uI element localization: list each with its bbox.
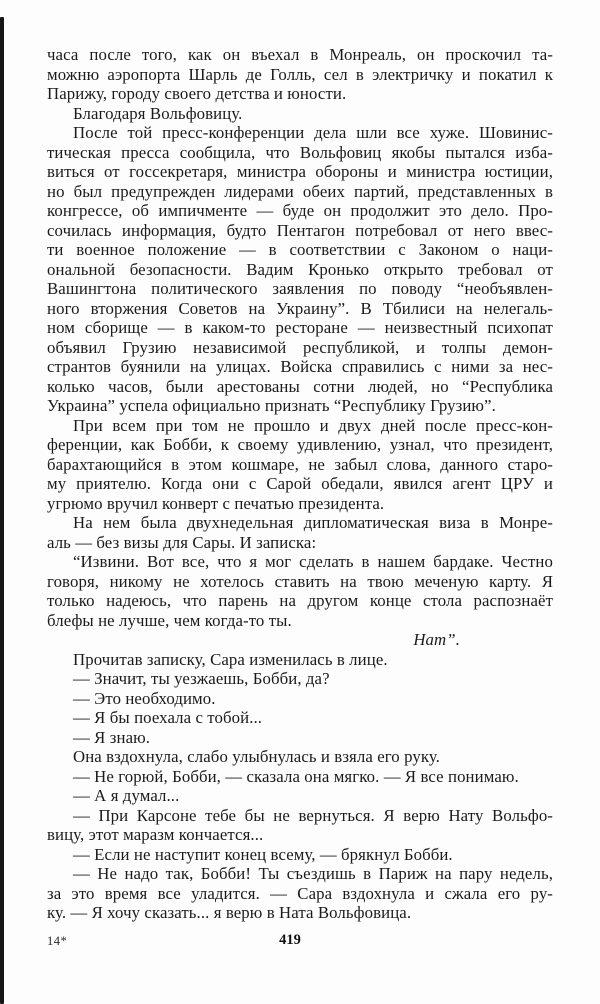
text-line: за это время все уладится. — Сара вздохнула и сжала его ру- — [47, 883, 553, 903]
scan-edge-line — [0, 17, 4, 1004]
text-line: При всем при том не прошло и двух дней после пресс-кон- — [73, 415, 553, 435]
text-line: ного вторжения Советов на Украину”. В Тбилиси на нелегаль- — [47, 298, 553, 318]
text-line: аль — без визы для Сары. И записка: — [47, 532, 317, 552]
text-line: Прочитав записку, Сара изменилась в лице. — [73, 649, 388, 669]
text-line: Вашингтона политического заявления по поводу “необъявлен- — [47, 279, 553, 298]
text-line: — Не надо так, Бобби! Ты съездишь в Париж на пару недель, — [73, 864, 553, 883]
text-line: конгрессе, об импичменте — буде он продолжит это дело. Про- — [47, 201, 553, 220]
text-line: тическая пресса сообщила, что Вольфовиц якобы пытался изба- — [47, 142, 553, 162]
text-line: объявил Грузию независимой республикой, и толпы демон- — [47, 337, 553, 357]
text-line: — Я знаю. — [73, 727, 151, 747]
page-footer — [47, 932, 553, 952]
page-number: 419 — [279, 932, 301, 948]
text-line: му приятелю. Когда они с Сарой обедали, явился агент ЦРУ и — [47, 474, 553, 493]
text-line: виться от госсекретаря, министра обороны и министра юстиции, — [47, 162, 553, 181]
text-line: колько часов, были арестованы сотни людей, но “Республика — [47, 376, 553, 396]
text-line: — Это необходимо. — [73, 688, 216, 708]
printer-signature-mark: 14* — [47, 934, 68, 948]
text-line: только надеюсь, что парень на другом конце стола распознаёт — [47, 591, 553, 610]
text-line: вицу, этот маразм кончается... — [47, 825, 264, 844]
text-line: барахтающийся в этом кошмаре, не забыл слова, данного старо- — [47, 454, 553, 474]
text-line: Украина” успела официально признать “Республику Грузию”. — [47, 396, 496, 415]
text-line: ку. — Я хочу сказать... я верю в Ната Вольфовица. — [47, 903, 412, 922]
text-line: ференции, как Бобби, к своему удивлению, узнал, что президент, — [47, 435, 553, 454]
text-line: Парижу, городу своего детства и юности. — [47, 84, 347, 103]
text-line: — Не горюй, Бобби, — сказала она мягко. — Я все понимаю. — [73, 766, 519, 786]
text-line: Благодаря Вольфовицу. — [73, 103, 243, 123]
text-line: “Извини. Вот все, что я мог сделать в нашем бардаке. Честно — [73, 552, 553, 571]
text-line: можню аэропорта Шарль де Голль, сел в электричку и покатил к — [47, 64, 553, 84]
note-signature-line: Нат”. — [413, 630, 460, 649]
text-line: говоря, никому не хотелось ставить на твою меченую карту. Я — [47, 571, 553, 591]
text-line: сочилась информация, будто Пентагон потребовал от него ввес- — [47, 220, 553, 240]
text-line: ональной безопасности. Вадим Кронько открыто требовал от — [47, 259, 553, 279]
text-line: блефы не лучше, чем когда-то ты. — [47, 610, 292, 630]
text-line: — А я думал... — [73, 786, 180, 805]
text-line: часа после того, как он въехал в Монреаль, он проскочил та- — [47, 45, 553, 64]
text-line: После той пресс-конференции дела шли все хуже. Шовинис- — [73, 123, 553, 142]
text-line: — Значит, ты уезжаешь, Бобби, да? — [73, 669, 330, 688]
text-line: угрюмо вручил конверт с печатью президента. — [47, 493, 385, 513]
text-line: На нем была двухнедельная дипломатическая виза в Монре- — [73, 513, 553, 532]
text-line: ти военное положение — в соответствии с Законом о наци- — [47, 240, 553, 259]
text-line: Она вздохнула, слабо улыбнулась и взяла его руку. — [73, 747, 440, 766]
text-line: — Если не наступит конец всему, — брякнул Бобби. — [73, 844, 453, 864]
text-line: странтов буянили на улицах. Войска справились с ними за нес- — [47, 357, 553, 376]
text-line: — При Карсоне тебе бы не вернуться. Я верю Нату Вольфо- — [73, 805, 553, 825]
text-line: — Я бы поехала с тобой... — [73, 708, 263, 727]
text-line: ном сборище — в каком-то ресторане — неизвестный психопат — [47, 318, 553, 337]
text-line: но был предупрежден лидерами обеих партий, представленных в — [47, 181, 553, 201]
page-body-text — [47, 45, 553, 923]
